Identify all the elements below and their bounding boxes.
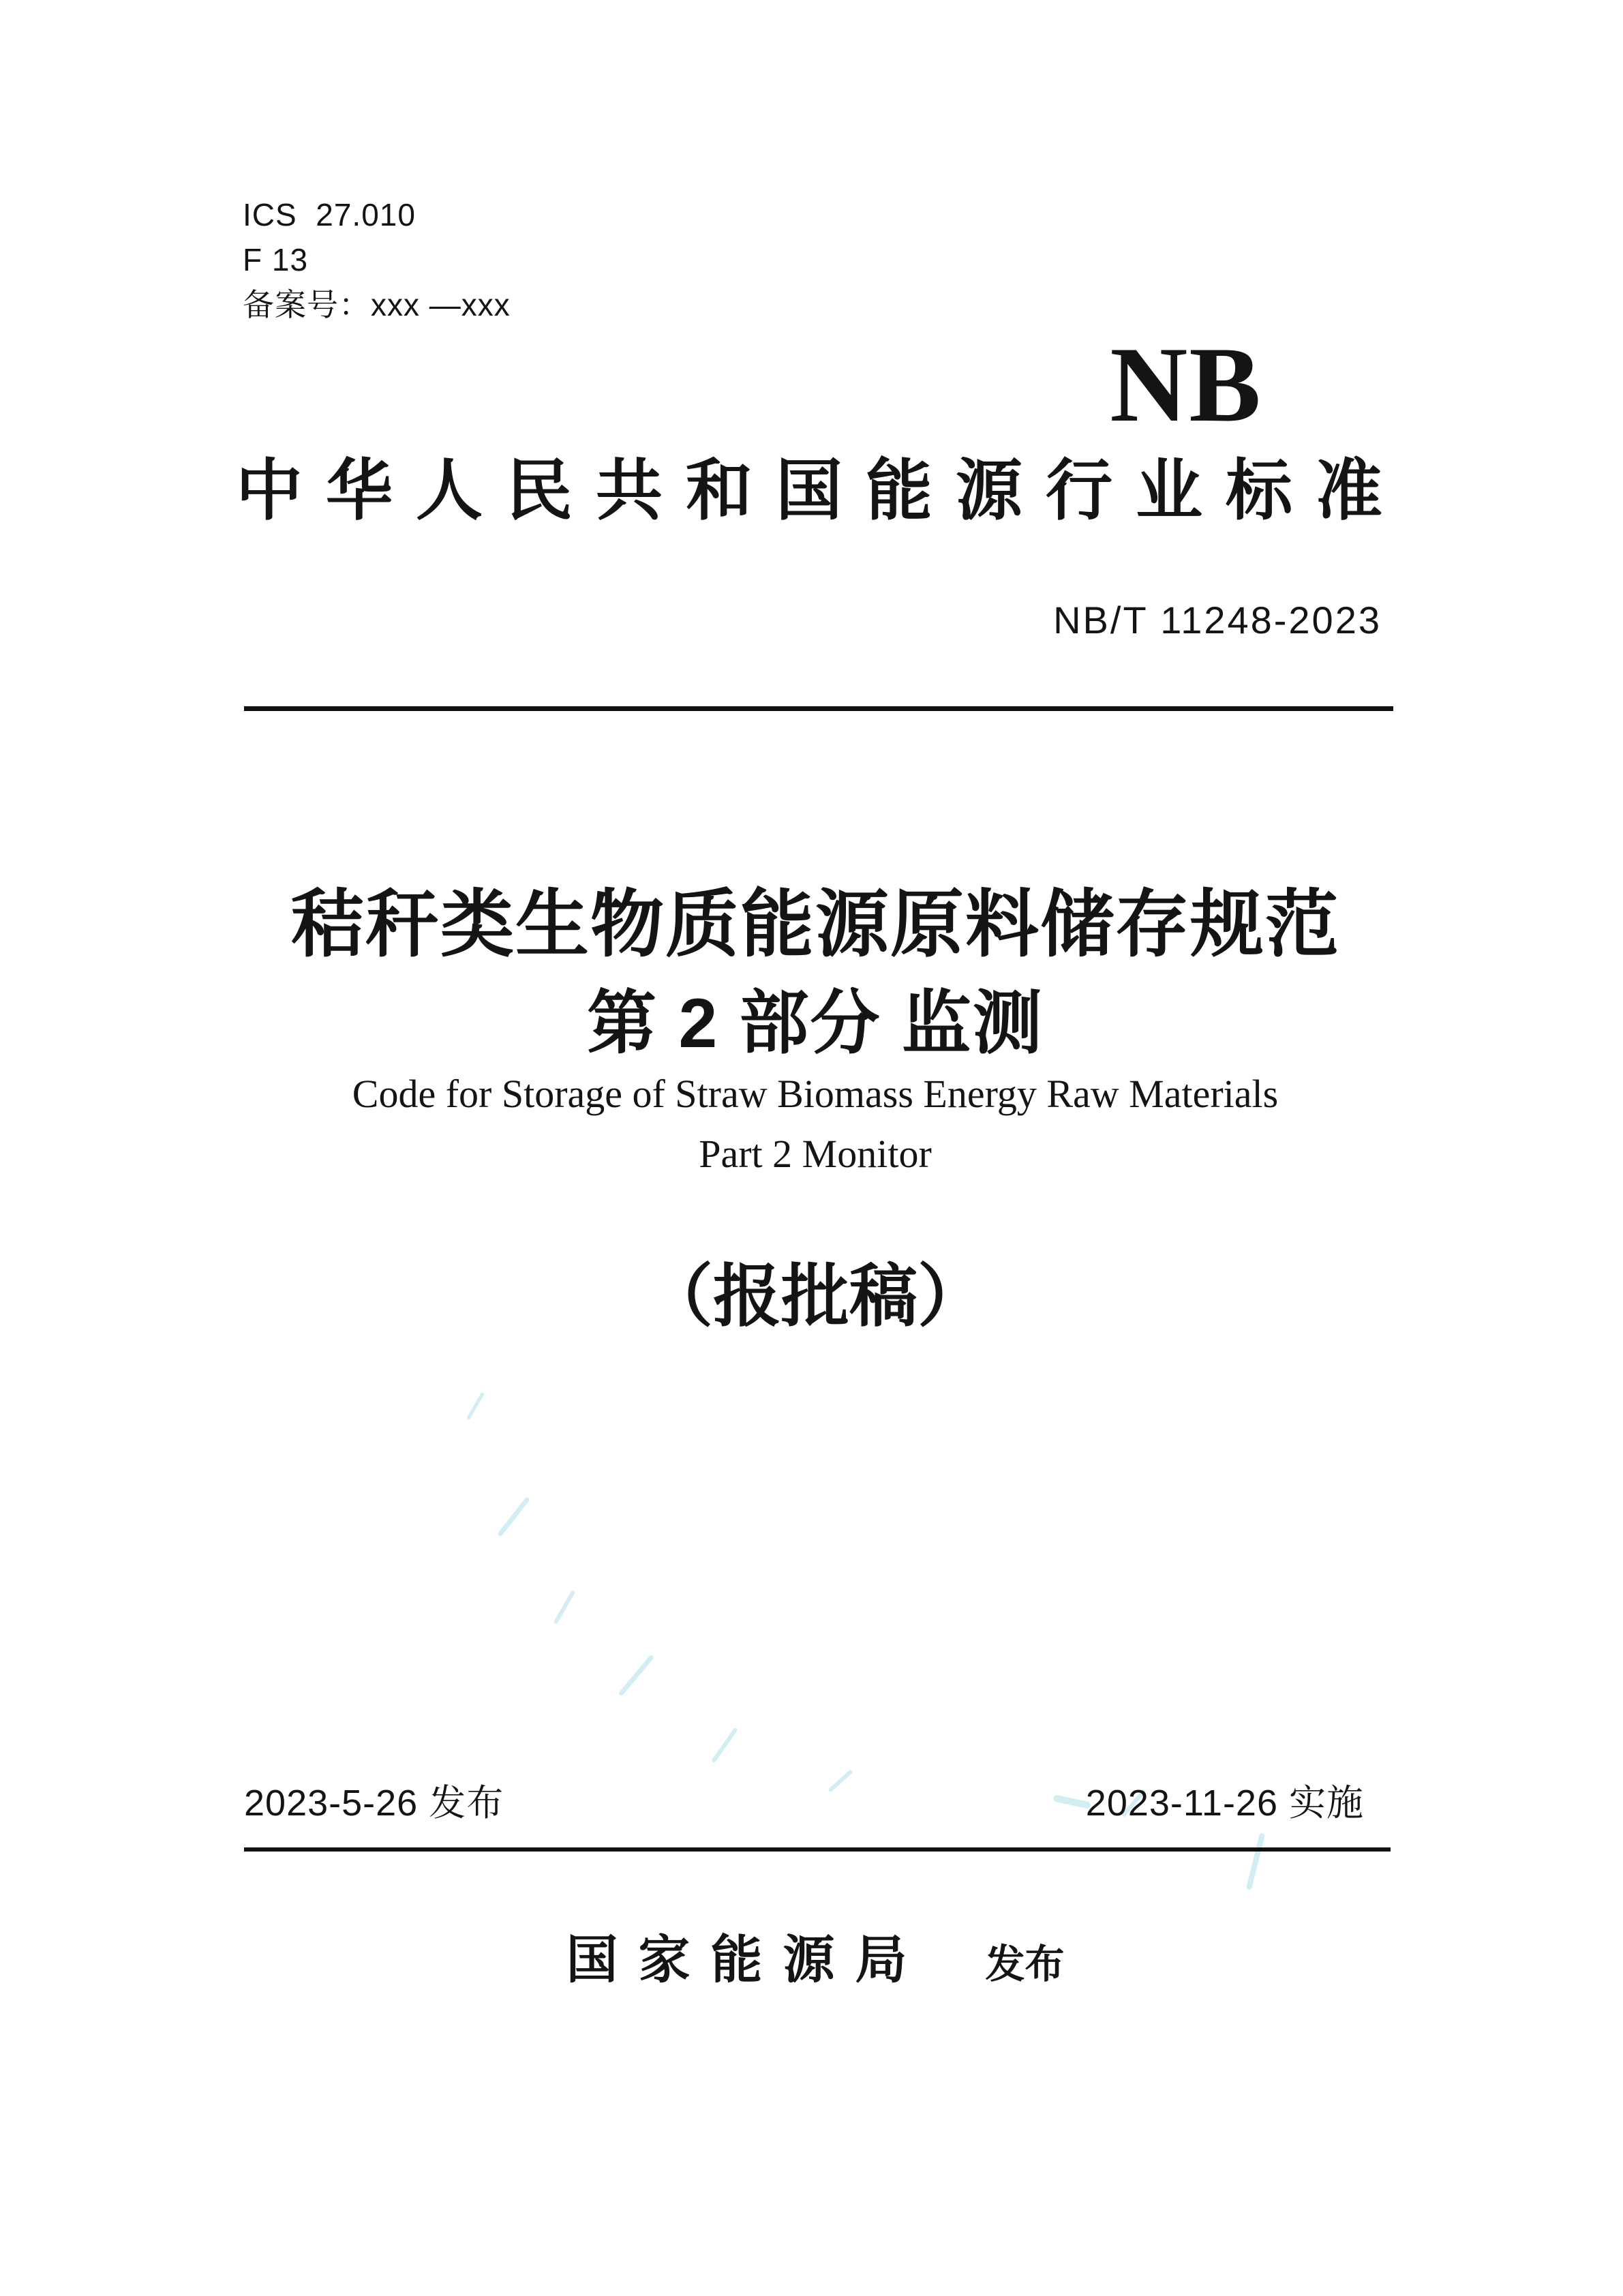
record-number: 备案号：xxx —xxx: [243, 287, 511, 322]
watermark-streak: [828, 1769, 853, 1793]
doc-title-en-line2: Part 2 Monitor: [699, 1132, 932, 1176]
watermark-streak: [1246, 1832, 1265, 1890]
implement-date: 2023-11-26 实施: [1085, 1783, 1364, 1824]
classification-code: F 13: [243, 242, 309, 277]
nb-logo: NB: [1110, 325, 1262, 444]
watermark-streak: [711, 1727, 738, 1764]
footer-rule: [244, 1847, 1391, 1852]
standard-category-title: 中华人民共和国能源行业标准: [236, 455, 1406, 528]
issue-date: 2023-5-26 发布: [244, 1783, 504, 1824]
watermark-streak: [553, 1590, 576, 1625]
doc-title-zh-line1: 秸秆类生物质能源原料储存规范: [290, 883, 1340, 965]
watermark-streak: [497, 1496, 530, 1537]
standard-number: NB/T 11248-2023: [1053, 599, 1382, 641]
publisher-row: [236, 1931, 1395, 1989]
draft-status: （报批稿）: [645, 1258, 986, 1335]
doc-title-zh-line2: 第 2 部分 监测: [587, 984, 1044, 1062]
publish-label: 发布: [985, 1942, 1065, 1987]
header-rule: [244, 706, 1393, 711]
meta-block: [243, 192, 511, 327]
doc-title-en-line1: Code for Storage of Straw Biomass Energy Raw Materials: [352, 1072, 1279, 1116]
watermark-streak: [466, 1392, 485, 1420]
ics-code: ICS 27.010: [243, 197, 416, 232]
publisher-name: 国家能源局: [566, 1931, 928, 1989]
watermark-streak: [618, 1655, 655, 1697]
